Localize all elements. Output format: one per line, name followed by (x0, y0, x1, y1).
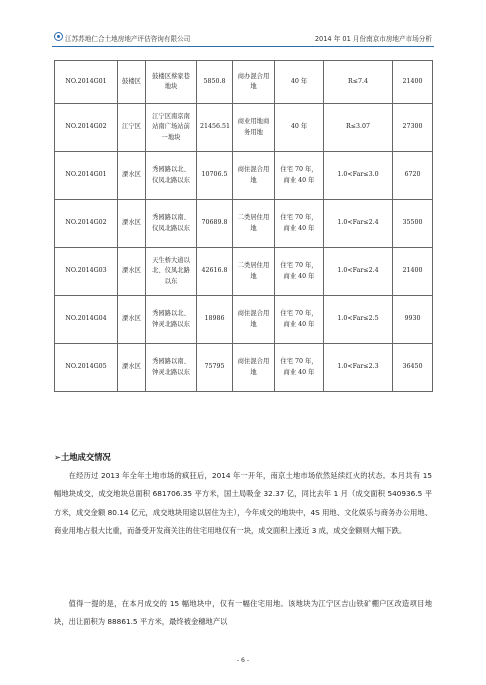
district-cell: 溧水区 (118, 248, 146, 296)
district-cell: 溧水区 (118, 344, 146, 392)
far-cell: 1.0<Far≤2.3 (324, 344, 393, 392)
far-cell: 1.0<Far≤2.4 (324, 248, 393, 296)
body-paragraph-1: 在经历过 2013 年全年土地市场的疯狂后，2014 年一开年，南京土地市场依然延续红火的状态。本月共有 15 幅地块成交，成交地块总面积 681706.35 平方米，国土局吸金 32.37 亿，同比去年 1 月（成交面积 540936.5 平方米，成交金额 80.14 亿元，成交地块用途以居住为主），今年成交的地块中，4S 用地、文化娱乐与商务办公用地、商业用地占很大比重，而备受开发商关注的住宅用地仅有一块，成交面积上涨近 3 成，成交金额则大幅下跌。 (54, 471, 432, 535)
area-cell: 21456.51 (197, 104, 233, 152)
term-cell: 40 年 (275, 104, 324, 152)
price-cell: 6720 (393, 152, 433, 200)
location-cell: 江宁区南京南站南广场站前一地块 (146, 104, 197, 152)
company-logo-icon (54, 32, 63, 41)
far-cell: 1.0<Far≤2.5 (324, 296, 393, 344)
section-heading: ➢土地成交情况 (54, 452, 111, 462)
table-row (55, 152, 433, 200)
location-cell: 秀园路以北、钟灵北路以东 (146, 296, 197, 344)
price-cell: 27300 (393, 104, 433, 152)
land-parcel-table (54, 60, 433, 392)
table-row (55, 104, 433, 152)
parcel-id-cell: NO.2014G01 (55, 152, 118, 200)
term-cell: 40 年 (275, 61, 324, 104)
report-title: 2014 年 01 月份南京市房地产市场分析 (314, 35, 432, 43)
district-cell: 江宁区 (118, 104, 146, 152)
land-use-cell: 二类居住用地 (233, 248, 275, 296)
term-cell: 住宅 70 年，商业 40 年 (275, 152, 324, 200)
area-cell: 75795 (197, 344, 233, 392)
price-cell: 36450 (393, 344, 433, 392)
area-cell: 42616.8 (197, 248, 233, 296)
page-header (54, 31, 432, 47)
land-use-cell: 商住混合用地 (233, 344, 275, 392)
term-cell: 住宅 70 年，商业 40 年 (275, 248, 324, 296)
location-cell: 天生桥大道以北、仪凤北路以东 (146, 248, 197, 296)
location-cell: 秀园路以北、仪凤北路以东 (146, 152, 197, 200)
price-cell: 9930 (393, 296, 433, 344)
price-cell: 21400 (393, 248, 433, 296)
term-cell: 住宅 70 年，商业 40 年 (275, 296, 324, 344)
term-cell: 住宅 70 年，商业 40 年 (275, 344, 324, 392)
land-use-cell: 商住混合用地 (233, 152, 275, 200)
far-cell: 1.0<Far≤2.4 (324, 200, 393, 248)
far-cell: R≤7.4 (324, 61, 393, 104)
table-row (55, 248, 433, 296)
district-cell: 溧水区 (118, 152, 146, 200)
parcel-id-cell: NO.2014G02 (55, 104, 118, 152)
page-number: - 6 - (236, 657, 250, 664)
area-cell: 5850.8 (197, 61, 233, 104)
area-cell: 10706.5 (197, 152, 233, 200)
location-cell: 鼓楼区蔡家巷地块 (146, 61, 197, 104)
land-use-cell: 二类居住用地 (233, 200, 275, 248)
area-cell: 18986 (197, 296, 233, 344)
district-cell: 鼓楼区 (118, 61, 146, 104)
far-cell: R≤3.07 (324, 104, 393, 152)
parcel-id-cell: NO.2014G05 (55, 344, 118, 392)
table-row (55, 296, 433, 344)
company-name: 江苏苏地仁合土地房地产评估咨询有限公司 (65, 35, 191, 43)
location-cell: 秀园路以南、仪凤北路以东 (146, 200, 197, 248)
table-row (55, 200, 433, 248)
land-use-cell: 商办混合用地 (233, 61, 275, 104)
district-cell: 溧水区 (118, 200, 146, 248)
area-cell: 70689.8 (197, 200, 233, 248)
parcel-id-cell: NO.2014G01 (55, 61, 118, 104)
table-row (55, 344, 433, 392)
land-use-cell: 商住混合用地 (233, 296, 275, 344)
parcel-id-cell: NO.2014G02 (55, 200, 118, 248)
location-cell: 秀园路以南、钟灵北路以东 (146, 344, 197, 392)
parcel-id-cell: NO.2014G03 (55, 248, 118, 296)
price-cell: 35500 (393, 200, 433, 248)
body-paragraph-2: 值得一提的是，在本月成交的 15 幅地块中，仅有一幅住宅用地。该地块为江宁区吉山铁矿棚户区改造项目地块，出让面积为 88861.5 平方米，最终被金穗地产以 (54, 599, 432, 627)
table-row (55, 61, 433, 104)
parcel-id-cell: NO.2014G04 (55, 296, 118, 344)
header-divider (52, 46, 434, 47)
price-cell: 21400 (393, 61, 433, 104)
term-cell: 住宅 70 年，商业 40 年 (275, 200, 324, 248)
district-cell: 溧水区 (118, 296, 146, 344)
far-cell: 1.0<Far≤3.0 (324, 152, 393, 200)
land-use-cell: 商业用地商务用地 (233, 104, 275, 152)
